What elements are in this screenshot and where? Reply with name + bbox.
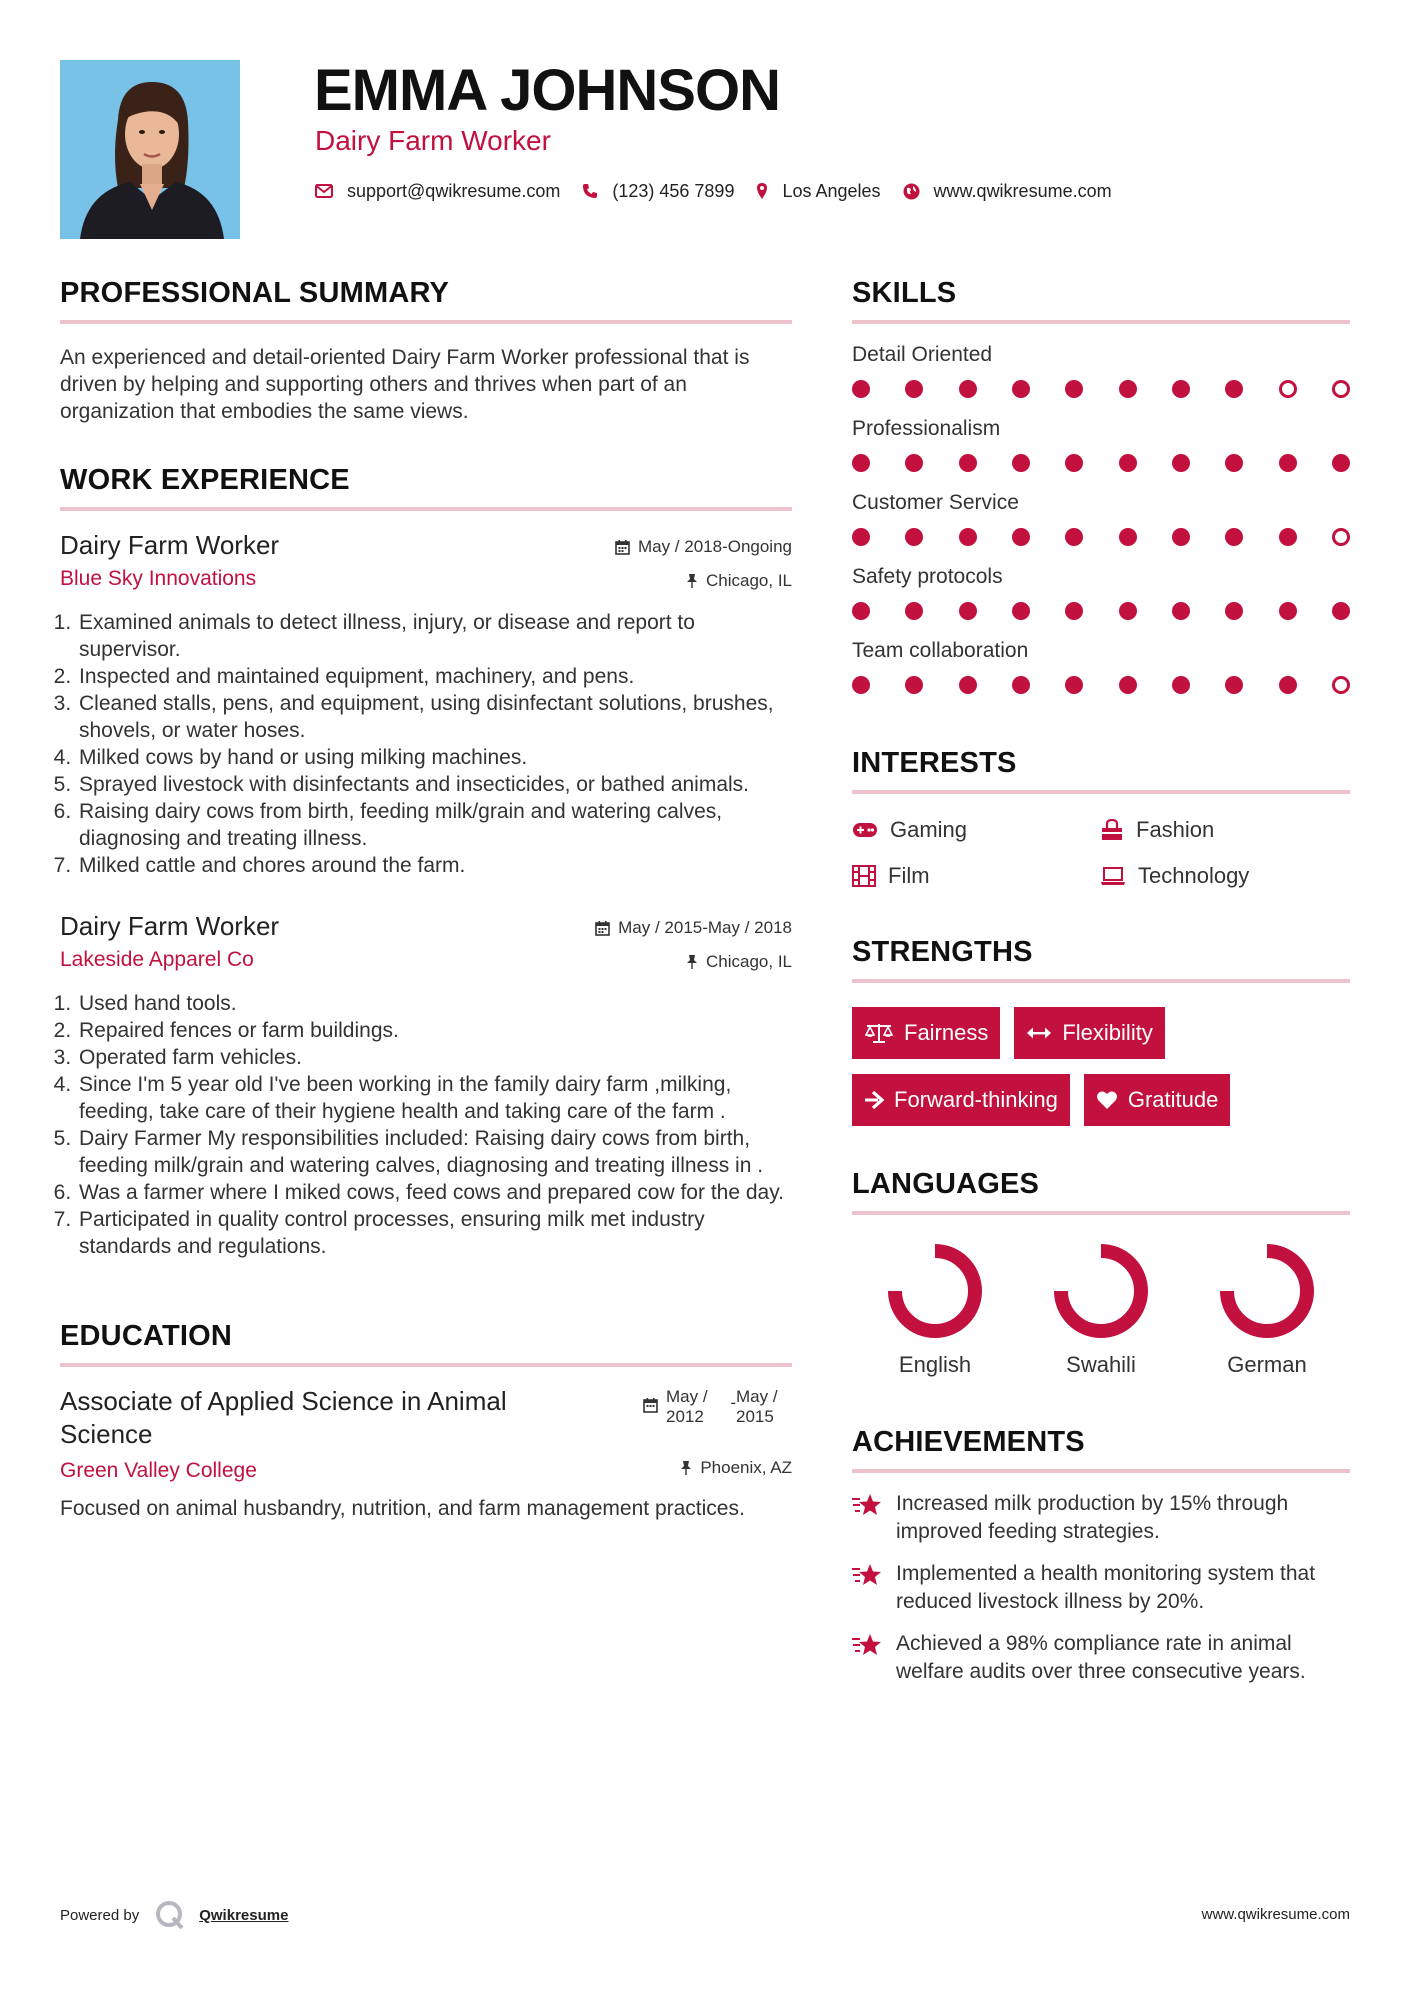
skills-heading: SKILLS — [852, 277, 957, 309]
interest-item — [1100, 862, 1350, 890]
education-dates — [643, 1387, 792, 1427]
section-divider — [60, 320, 792, 324]
interest-label: Film — [888, 863, 930, 888]
strength-badge — [852, 1007, 1000, 1059]
job-company: Blue Sky Innovations — [60, 567, 257, 590]
skill-rating — [852, 379, 1350, 399]
list-item: 4. Milked cows by hand or using milking machines. — [77, 744, 792, 771]
language-level-arc — [1061, 1251, 1141, 1331]
list-item: 1. Examined animals to detect illness, injury, or disease and report to supervisor. — [77, 609, 792, 663]
languages-section — [852, 1166, 1350, 1379]
interest-label: Fashion — [1136, 817, 1215, 842]
job-location — [686, 952, 792, 972]
skill-rating — [852, 527, 1350, 547]
skill-dot-filled — [1012, 676, 1030, 694]
skill-dot-filled — [1225, 528, 1243, 546]
contact-location-text: Los Angeles — [782, 180, 881, 201]
skills-section — [852, 275, 1350, 695]
job-dates — [615, 537, 792, 557]
language-name: Swahili — [1066, 1352, 1136, 1377]
skill-dot-filled — [1172, 528, 1190, 546]
strength-badge — [1014, 1007, 1164, 1059]
list-item: 5. Sprayed livestock with disinfectants and insecticides, or bathed animals. — [77, 771, 792, 798]
list-item: 7. Milked cattle and chores around the farm. — [77, 852, 792, 879]
heart-icon — [1096, 1090, 1118, 1110]
skill-item — [852, 563, 1350, 621]
strength-label: Gratitude — [1127, 1087, 1219, 1112]
arrows-horizontal-icon — [1026, 1026, 1052, 1040]
achievement-item — [852, 1560, 1350, 1616]
strength-label: Fairness — [904, 1020, 989, 1045]
education-start: May / 2012 — [666, 1387, 708, 1426]
skill-dot-filled — [959, 528, 977, 546]
job-duties — [60, 609, 792, 879]
right-column — [852, 275, 1350, 1686]
laptop-icon — [1100, 866, 1126, 886]
interests-section — [852, 745, 1350, 890]
job-entry — [60, 910, 792, 1260]
envelope-icon — [315, 184, 333, 198]
languages-heading: LANGUAGES — [852, 1168, 1040, 1200]
achievements-section — [852, 1424, 1350, 1686]
skill-rating — [852, 675, 1350, 695]
skill-dot-filled — [852, 676, 870, 694]
powered-by-text: Powered by — [60, 1906, 140, 1924]
strength-label: Flexibility — [1062, 1020, 1153, 1045]
skill-dot-filled — [1172, 676, 1190, 694]
achievement-text: Increased milk production by 15% through improved feeding strategies. — [896, 1492, 1289, 1543]
language-item — [1184, 1241, 1350, 1379]
education-description: Focused on animal husbandry, nutrition, and farm management practices. — [60, 1497, 745, 1520]
contact-phone-text: (123) 456 7899 — [612, 180, 735, 201]
summary-section — [60, 275, 792, 425]
strengths-section — [852, 934, 1350, 1141]
arrow-right-icon — [864, 1091, 884, 1109]
skill-dot-filled — [1119, 454, 1137, 472]
summary-text: An experienced and detail-oriented Dairy Farm Worker professional that is driven by helping and supporting others and thrives when part of an organization that embodies the same views. — [60, 346, 750, 423]
skill-rating — [852, 453, 1350, 473]
skill-dot-filled — [1279, 602, 1297, 620]
achievement-text: Achieved a 98% compliance rate in animal welfare audits over three consecutive years. — [896, 1632, 1306, 1683]
skill-dot-filled — [959, 454, 977, 472]
avatar — [60, 60, 240, 239]
section-divider — [852, 790, 1350, 794]
language-name: German — [1227, 1352, 1307, 1377]
summary-heading: PROFESSIONAL SUMMARY — [60, 277, 450, 309]
contact-bar — [315, 178, 1134, 204]
list-item: 2. Inspected and maintained equipment, machinery, and pens. — [77, 663, 792, 690]
skill-dot-filled — [1279, 454, 1297, 472]
skill-name: Detail Oriented — [852, 343, 993, 366]
achievements-heading: ACHIEVEMENTS — [852, 1426, 1085, 1458]
star-icon — [852, 1563, 882, 1587]
section-divider — [60, 1363, 792, 1367]
education-location — [680, 1458, 792, 1478]
contact-email-text: support@qwikresume.com — [347, 180, 561, 201]
skill-dot-filled — [959, 602, 977, 620]
skill-dot-filled — [1065, 528, 1083, 546]
education-end: May / 2015 — [736, 1387, 778, 1426]
skill-dot-filled — [1065, 602, 1083, 620]
skill-item — [852, 489, 1350, 547]
calendar-icon — [643, 1397, 658, 1413]
list-item: 5. Dairy Farmer My responsibilities included: Raising dairy cows from birth, feeding milk/grain and watering calves, diagnosing and treating illness in . — [77, 1125, 792, 1179]
shopping-bag-icon — [1100, 819, 1124, 841]
language-ring — [1051, 1241, 1151, 1341]
skill-rating — [852, 601, 1350, 621]
skill-dot-filled — [1225, 380, 1243, 398]
education-heading: EDUCATION — [60, 1320, 233, 1352]
skill-item — [852, 415, 1350, 473]
skill-dot-filled — [1012, 380, 1030, 398]
skill-dot-filled — [1225, 602, 1243, 620]
skill-dot-filled — [905, 602, 923, 620]
pushpin-icon — [686, 573, 698, 589]
calendar-icon — [615, 539, 630, 555]
achievements-list — [852, 1490, 1350, 1686]
globe-icon — [903, 183, 920, 200]
skill-item — [852, 637, 1350, 695]
pushpin-icon — [680, 1460, 692, 1476]
interest-label: Technology — [1138, 863, 1250, 888]
job-dates — [595, 918, 792, 938]
list-item: 2. Repaired fences or farm buildings. — [77, 1017, 792, 1044]
footer-url[interactable]: www.qwikresume.com — [1201, 1906, 1350, 1923]
skill-dot-filled — [1332, 602, 1350, 620]
language-ring — [885, 1241, 985, 1341]
interest-item — [852, 816, 1100, 844]
skill-dot-filled — [1172, 602, 1190, 620]
list-item: 4. Since I'm 5 year old I've been working in the family dairy farm ,milking, feeding, take care of their hygiene health and taking care of the farm . — [77, 1071, 792, 1125]
map-pin-icon — [756, 182, 768, 200]
profile-photo — [60, 60, 240, 239]
section-divider — [60, 507, 792, 511]
skill-dot-filled — [852, 380, 870, 398]
interests-heading: INTERESTS — [852, 747, 1017, 779]
skill-dot-filled — [905, 528, 923, 546]
achievement-text: Implemented a health monitoring system that reduced livestock illness by 20%. — [896, 1562, 1316, 1613]
skill-dot-filled — [1279, 676, 1297, 694]
job-dates-text: May / 2018-Ongoing — [637, 537, 792, 556]
language-level-arc — [895, 1251, 975, 1331]
strengths-heading: STRENGTHS — [852, 936, 1033, 968]
skill-dot-filled — [852, 528, 870, 546]
star-icon — [852, 1493, 882, 1517]
job-duties — [60, 990, 792, 1260]
star-icon — [852, 1633, 882, 1657]
job-dates-text: May / 2015-May / 2018 — [618, 918, 792, 937]
strength-label: Forward-thinking — [894, 1087, 1058, 1112]
job-title: Dairy Farm Worker — [60, 530, 280, 560]
skill-dot-filled — [1119, 380, 1137, 398]
language-item — [852, 1241, 1018, 1379]
strength-badge — [1084, 1074, 1231, 1126]
list-item: 6. Raising dairy cows from birth, feeding milk/grain and watering calves, diagnosing and treating illness. — [77, 798, 792, 852]
skill-dot-filled — [1279, 528, 1297, 546]
skill-dot-filled — [1065, 454, 1083, 472]
experience-section — [60, 462, 792, 1260]
language-name: English — [898, 1352, 972, 1377]
skill-dot-filled — [1065, 380, 1083, 398]
calendar-icon — [595, 920, 610, 936]
language-item — [1018, 1241, 1184, 1379]
skill-dot-filled — [905, 454, 923, 472]
experience-heading: WORK EXPERIENCE — [60, 464, 350, 496]
list-item: 1. Used hand tools. — [77, 990, 792, 1017]
contact-website[interactable] — [903, 181, 1112, 202]
list-item: 3. Operated farm vehicles. — [77, 1044, 792, 1071]
candidate-title: Dairy Farm Worker — [315, 125, 551, 156]
list-item: 6. Was a farmer where I miked cows, feed cows and prepared cow for the day. — [77, 1179, 792, 1206]
contact-phone[interactable] — [582, 181, 734, 202]
skill-dot-filled — [1119, 528, 1137, 546]
gamepad-icon — [852, 822, 878, 838]
skill-dot-filled — [959, 676, 977, 694]
job-entry — [60, 529, 792, 879]
strength-badge — [852, 1074, 1070, 1126]
skill-dot-filled — [1065, 676, 1083, 694]
job-location-text: Chicago, IL — [706, 571, 792, 590]
film-icon — [852, 865, 876, 887]
skill-name: Team collaboration — [852, 639, 1029, 662]
skill-dot-empty — [1332, 676, 1350, 694]
job-location — [686, 571, 792, 591]
qwikresume-link[interactable]: Qwikresume — [199, 1906, 289, 1924]
skill-dot-filled — [1012, 454, 1030, 472]
section-divider — [852, 1469, 1350, 1473]
interest-item — [1100, 816, 1350, 844]
skill-dot-filled — [1119, 602, 1137, 620]
language-level-arc — [1227, 1251, 1307, 1331]
job-company: Lakeside Apparel Co — [60, 948, 254, 971]
language-ring — [1217, 1241, 1317, 1341]
job-location-text: Chicago, IL — [706, 952, 792, 971]
skill-dot-filled — [1172, 380, 1190, 398]
skill-dot-filled — [905, 676, 923, 694]
interests-list — [852, 816, 1350, 890]
list-item: 7. Participated in quality control processes, ensuring milk met industry standards and regulations. — [77, 1206, 792, 1260]
skill-dot-filled — [1012, 528, 1030, 546]
education-section — [60, 1318, 792, 1522]
skill-dot-filled — [1012, 602, 1030, 620]
footer-powered-by — [60, 1900, 288, 1930]
skill-dot-filled — [852, 454, 870, 472]
skill-dot-filled — [905, 380, 923, 398]
skill-dot-filled — [1332, 454, 1350, 472]
skill-dot-empty — [1332, 380, 1350, 398]
achievement-item — [852, 1490, 1350, 1546]
skill-dot-filled — [959, 380, 977, 398]
section-divider — [852, 979, 1350, 983]
skill-dot-filled — [852, 602, 870, 620]
degree-title: Associate of Applied Science in Animal Science — [60, 1386, 507, 1449]
education-dash: - — [730, 1393, 736, 1412]
section-divider — [852, 1211, 1350, 1215]
qwikresume-logo-icon — [155, 1900, 185, 1930]
education-location-text: Phoenix, AZ — [700, 1458, 792, 1477]
skill-dot-empty — [1332, 528, 1350, 546]
skill-dot-filled — [1225, 454, 1243, 472]
list-item: 3. Cleaned stalls, pens, and equipment, using disinfectant solutions, brushes, shovels, or water hoses. — [77, 690, 792, 744]
balance-scale-icon — [864, 1022, 894, 1044]
left-column — [60, 275, 792, 1522]
skill-dot-empty — [1279, 380, 1297, 398]
skill-dot-filled — [1225, 676, 1243, 694]
contact-website-text: www.qwikresume.com — [933, 180, 1112, 201]
skill-item — [852, 341, 1350, 399]
skill-dot-filled — [1172, 454, 1190, 472]
contact-location — [756, 181, 880, 202]
education-entry — [60, 1385, 792, 1522]
phone-icon — [582, 183, 598, 199]
job-title: Dairy Farm Worker — [60, 911, 280, 941]
section-divider — [852, 320, 1350, 324]
pushpin-icon — [686, 954, 698, 970]
strengths-list — [852, 1007, 1350, 1141]
skill-name: Safety protocols — [852, 565, 1003, 588]
interest-item — [852, 862, 1100, 890]
candidate-name: EMMA JOHNSON — [314, 58, 780, 123]
skills-list — [852, 341, 1350, 695]
interest-label: Gaming — [890, 817, 968, 842]
skill-dot-filled — [1119, 676, 1137, 694]
contact-email[interactable] — [315, 181, 560, 202]
school-name: Green Valley College — [60, 1459, 257, 1482]
achievement-item — [852, 1630, 1350, 1686]
skill-name: Professionalism — [852, 417, 1001, 440]
languages-list — [852, 1241, 1350, 1379]
skill-name: Customer Service — [852, 491, 1019, 514]
